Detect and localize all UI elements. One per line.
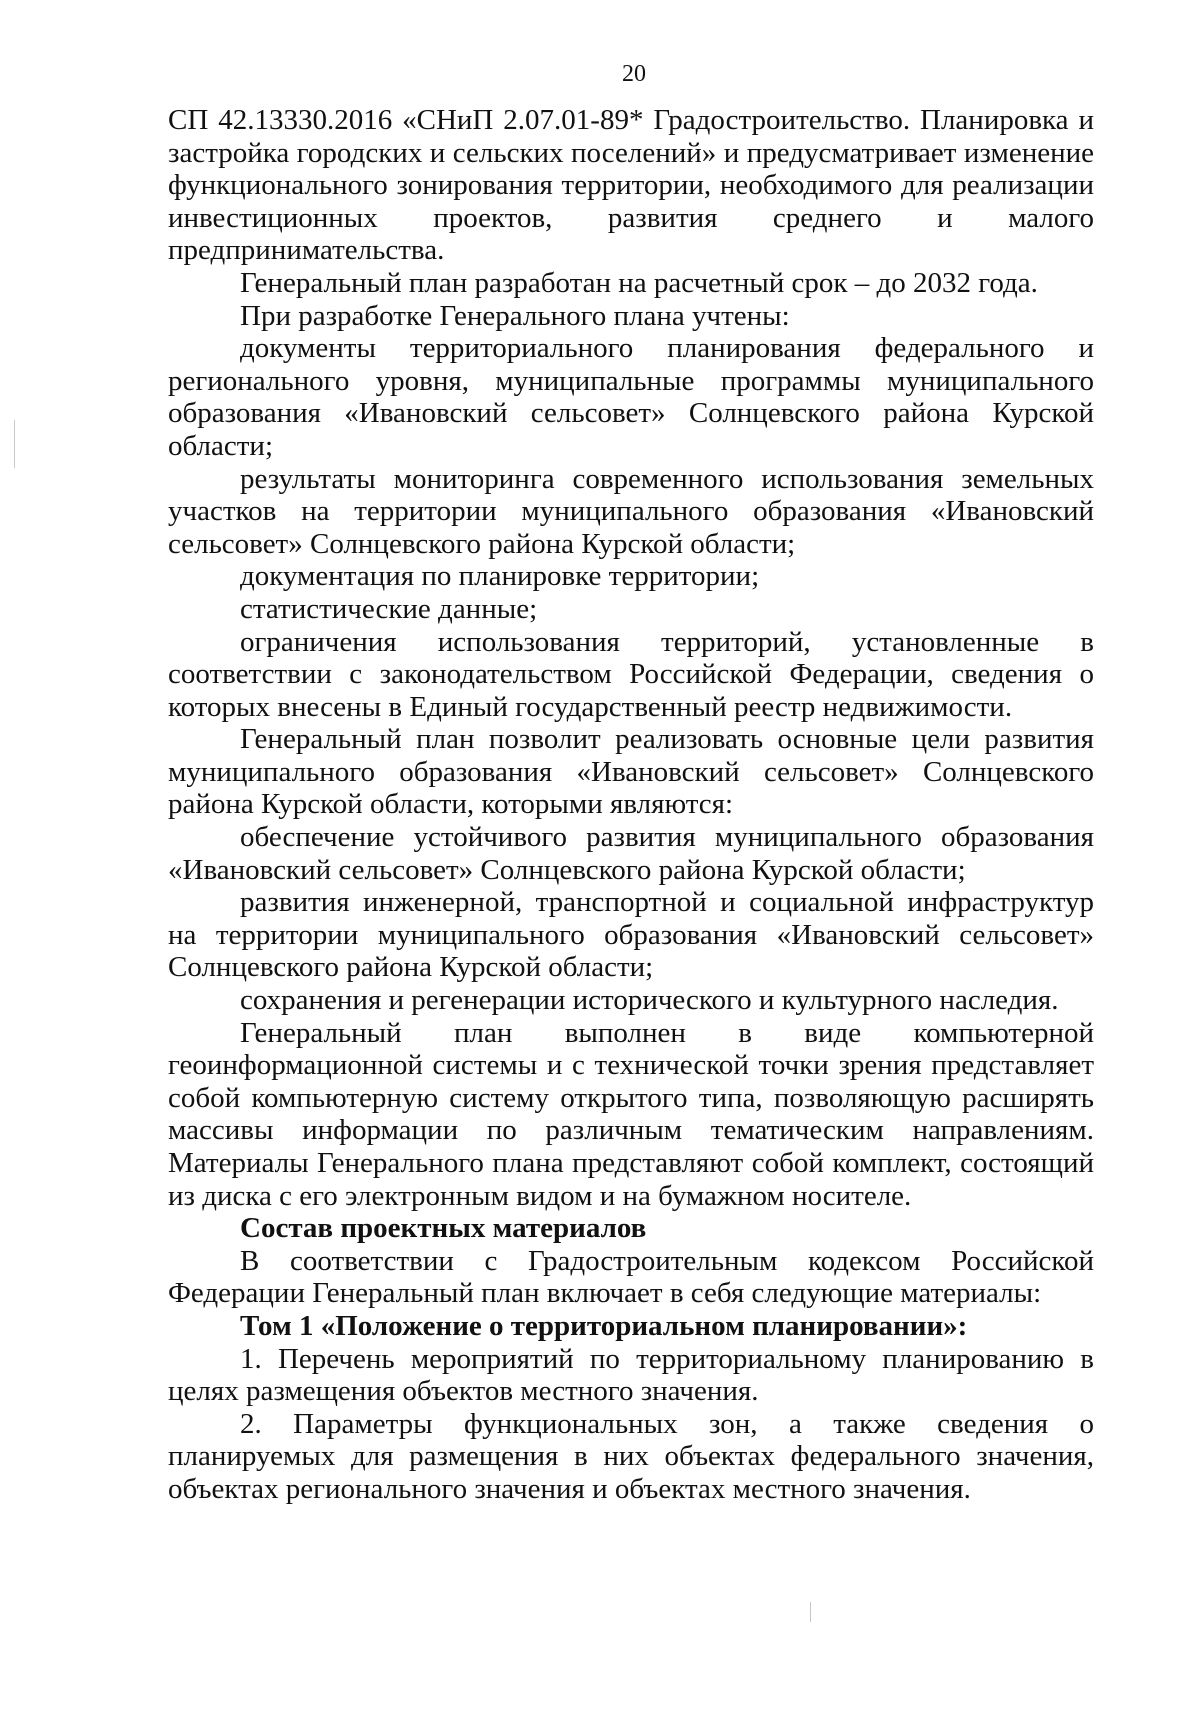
list-item: развития инженерной, транспортной и социальной инфраструктур на территории муниципального образования «Ивановский сельсовет» Солнцевского района Курской области; bbox=[168, 886, 1094, 984]
numbered-item: 1. Перечень мероприятий по территориальному планированию в целях размещения объектов местного значения. bbox=[168, 1342, 1094, 1408]
list-item: сохранения и регенерации исторического и культурного наследия. bbox=[240, 984, 1059, 1017]
list-item: результаты мониторинга современного использования земельных участков на территории муниципального образования «Ивановский сельсовет» Солнцевского района Курской области; bbox=[168, 462, 1094, 560]
scan-artifact bbox=[810, 1602, 811, 1622]
page-number: 20 bbox=[622, 61, 646, 87]
paragraph: Генеральный план выполнен в виде компьютерной геоинформационной системы и с технической точки зрения представляет собой компьютерную систему открытого типа, позволяющую расширять массивы информации по различным тематическим направлениям. Материалы Генерального плана представляют собой комплект, состоящий из диска с его электронным видом и на бумажном носителе. bbox=[168, 1016, 1094, 1212]
list-item: документы территориального планирования федерального и регионального уровня, муниципальные программы муниципального образования «Ивановский сельсовет» Солнцевского района Курской области; bbox=[168, 332, 1094, 462]
paragraph: При разработке Генерального плана учтены: bbox=[240, 299, 790, 332]
list-item: статистические данные; bbox=[240, 592, 538, 625]
paragraph: В соответствии с Градостроительным кодексом Российской Федерации Генеральный план включает в себя следующие материалы: bbox=[168, 1244, 1094, 1310]
paragraph: СП 42.13330.2016 «СНиП 2.07.01-89* Градостроительство. Планировка и застройка городских и сельских поселений» и предусматривает изменение функционального зонирования территории, необходимого для реализации инвестиционных проектов, развития среднего и малого предпринимательства. bbox=[168, 104, 1094, 267]
volume-heading: Том 1 «Положение о территориальном планировании»: bbox=[240, 1309, 968, 1342]
numbered-item: 2. Параметры функциональных зон, а также сведения о планируемых для размещения в них объектах федерального значения, объектах регионального значения и объектах местного значения. bbox=[168, 1407, 1094, 1505]
list-item: документация по планировке территории; bbox=[240, 560, 760, 593]
section-heading: Состав проектных материалов bbox=[240, 1212, 647, 1245]
list-item: обеспечение устойчивого развития муниципального образования «Ивановский сельсовет» Солнцевского района Курской области; bbox=[168, 821, 1094, 886]
paragraph: Генеральный план разработан на расчетный срок – до 2032 года. bbox=[240, 266, 1038, 299]
list-item: ограничения использования территорий, установленные в соответствии с законодательством Российской Федерации, сведения о которых внесены в Единый государственный реестр недвижимости. bbox=[168, 625, 1094, 723]
document-body bbox=[168, 104, 1094, 1506]
paragraph: Генеральный план позволит реализовать основные цели развития муниципального образования «Ивановский сельсовет» Солнцевского района Курской области, которыми являются: bbox=[168, 723, 1094, 821]
scan-artifact bbox=[14, 420, 15, 468]
